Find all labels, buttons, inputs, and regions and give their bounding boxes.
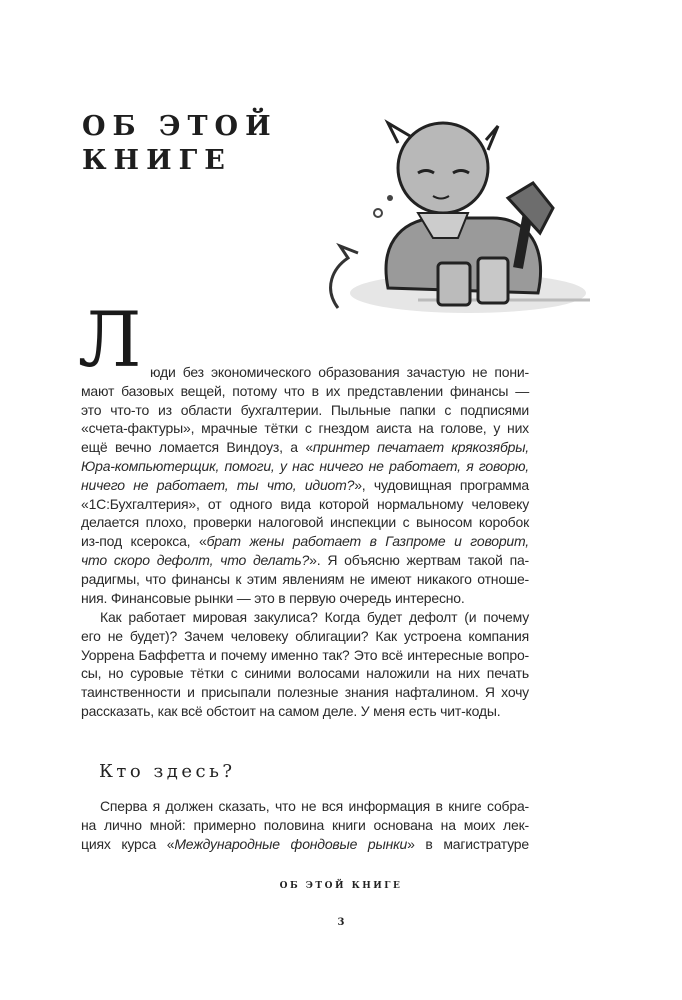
text-line xyxy=(81,835,529,853)
italic-text: ничего не работает, ты что, идиот? xyxy=(81,476,355,493)
text-line xyxy=(81,551,529,569)
text-segment: Уоррена Баффетта и почему именно так? Это всё интересные вопро- xyxy=(81,646,529,663)
italic-text: брат жены работает в Газпроме и говорит, xyxy=(206,533,529,550)
text-segment: ещё вечно ломается Виндоуз, а « xyxy=(81,439,313,456)
text-segment: делается плохо, проверки налоговой инспекции с выносом коробок xyxy=(81,514,529,531)
text-segment: циях курса « xyxy=(81,835,175,852)
text-line xyxy=(81,532,529,550)
devil-character-illustration xyxy=(318,118,590,318)
chapter-title-line-1: ОБ ЭТОЙ xyxy=(82,111,278,142)
text-line xyxy=(81,401,529,419)
text-line xyxy=(81,419,529,437)
text-segment: это что-то из области бухгалтерии. Пыльные папки с подписями xyxy=(81,401,529,418)
text-line xyxy=(81,476,529,494)
running-head: ОБ ЭТОЙ КНИГЕ xyxy=(279,881,403,891)
text-line xyxy=(81,683,529,701)
text-line xyxy=(81,702,529,720)
text-line xyxy=(81,495,529,513)
chapter-title-line-2: КНИГЕ xyxy=(82,145,232,176)
text-line xyxy=(81,589,529,607)
page-number: 3 xyxy=(337,917,345,928)
text-segment: из-под ксерокса, « xyxy=(81,533,207,550)
text-segment: юди без экономического образования зачастую не пони- xyxy=(150,364,529,380)
italic-text: Международные фондовые рынки xyxy=(174,835,408,852)
text-line xyxy=(150,363,529,381)
text-line xyxy=(81,608,529,626)
text-segment: «счета-фактуры», мрачные тётки с гнездом аиста на голове, у них xyxy=(81,420,529,437)
text-segment: его не будет)? Зачем человеку облигации? Как устроена компания xyxy=(81,627,529,644)
text-line xyxy=(81,646,529,664)
drop-cap: Л xyxy=(78,295,142,384)
text-line xyxy=(81,797,529,815)
text-segment: рассказать, как всё обстоит на самом деле. У меня есть чит-коды. xyxy=(81,703,501,719)
text-segment: » в магистратуре xyxy=(407,835,529,852)
italic-text: Юра-компьютерщик, помоги, у нас ничего не работает, я говорю, xyxy=(81,458,529,474)
text-segment: ». Я объясню жертвам такой па- xyxy=(309,552,529,568)
section-heading: Кто здесь? xyxy=(99,761,236,782)
text-segment: радигмы, что финансы к этим явлениям не имеют никакого отноше- xyxy=(81,570,529,587)
text-line xyxy=(81,627,529,645)
text-line xyxy=(81,382,529,400)
italic-text: что скоро дефолт, что делать? xyxy=(81,552,310,568)
text-line xyxy=(81,816,529,834)
text-line xyxy=(81,438,529,456)
text-line xyxy=(81,513,529,531)
text-segment: мают базовых вещей, потому что в их представлении финансы — xyxy=(81,382,529,399)
italic-text: принтер печатает крякозябры, xyxy=(312,439,529,456)
text-segment: на лично мной: примерно половина книги основана на моих лек- xyxy=(81,816,529,833)
text-segment: Сперва я должен сказать, что не вся информация в книге собра- xyxy=(100,798,529,814)
text-segment: таинственности и присыпали полезные знания нафталином. Я хочу xyxy=(81,684,529,701)
text-segment: Как работает мировая закулиса? Когда будет дефолт (и почему xyxy=(100,609,529,625)
text-segment: », чудовищная программа xyxy=(354,476,529,493)
text-segment: «1С:Бухгалтерия», от одного вида которой нормальному человеку xyxy=(81,495,529,512)
text-segment: сы, но суровые тётки с синими волосами наложили на них печать xyxy=(81,665,529,682)
text-line xyxy=(81,570,529,588)
text-line xyxy=(81,457,529,475)
text-line xyxy=(81,664,529,682)
text-segment: ния. Финансовые рынки — это в первую очередь интересно. xyxy=(81,589,465,606)
